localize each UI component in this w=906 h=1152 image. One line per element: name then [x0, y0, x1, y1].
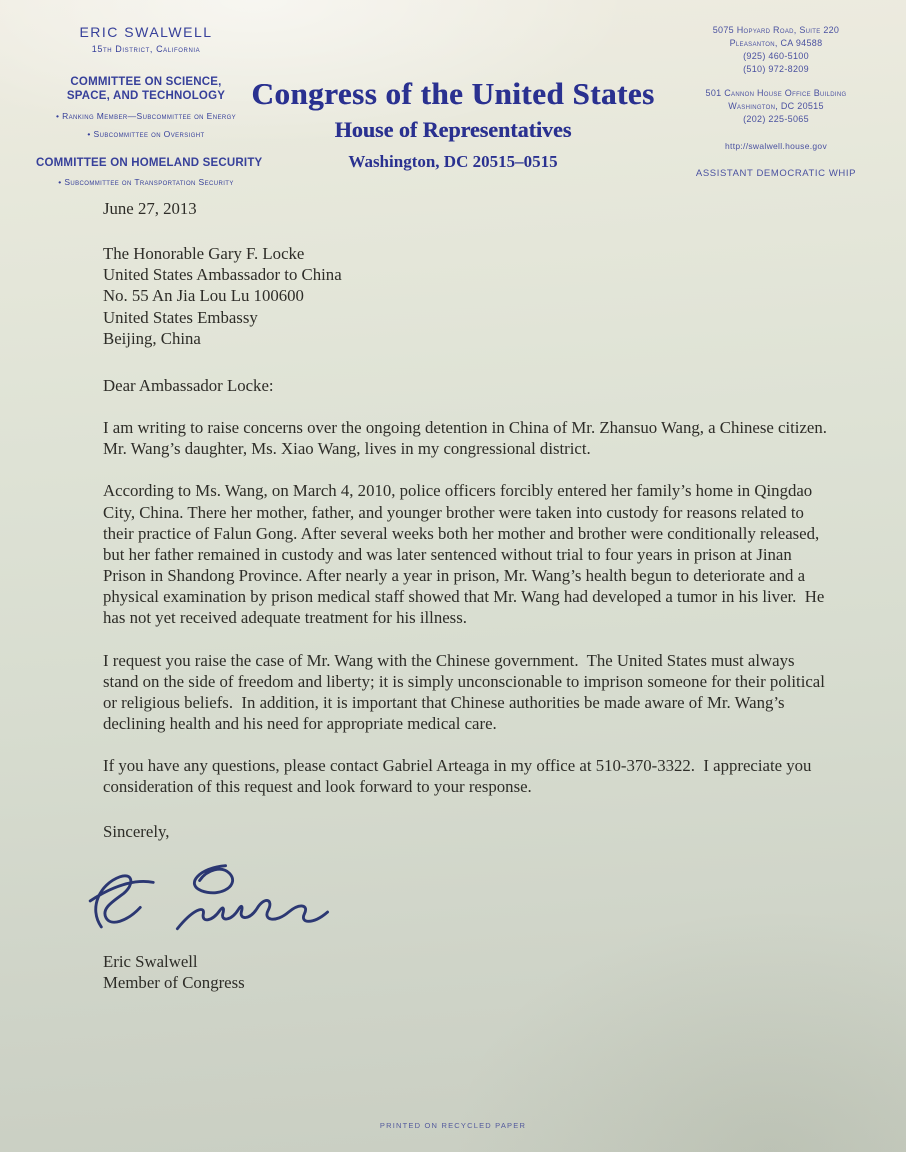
science-subcommittee-oversight: • Subcommittee on Oversight: [87, 129, 205, 140]
paragraph-1: I am writing to raise concerns over the ongoing detention in China of Mr. Zhansuo Wang, a Chinese citizen. Mr. Wang’s daughter, Ms. Xiao Wang, lives in my congressional district.: [103, 418, 836, 459]
signer-title: Member of Congress: [103, 972, 245, 992]
committee-homeland: COMMITTEE ON HOMELAND SECURITY: [36, 156, 263, 169]
homeland-subcommittee-transportation: • Subcommittee on Transportation Security: [58, 177, 234, 188]
letterhead-center: [251, 76, 654, 172]
recipient-line: No. 55 An Jia Lou Lu 100600: [103, 286, 304, 306]
dc-office-phone: (202) 225-5065: [743, 114, 809, 125]
district-office-phone: (510) 972-8209: [743, 64, 809, 75]
district-office-line: 5075 Hopyard Road, Suite 220: [712, 25, 840, 35]
letterhead-left: [36, 24, 263, 189]
paragraph-2: According to Ms. Wang, on March 4, 2010, police officers forcibly entered her family’s home in Qingdao City, China. There her mother, father, and younger brother were taken into custody for reasons related to their practice of Falun Gong. After several weeks both her mother and brother were conditionally released, but her father remained in custody and was later sentenced without trial to four years in prison at Jinan Prison in Shandong Province. After nearly a year in prison, Mr. Wang’s health begun to deteriorate and a physical examination by prison medical staff showed that Mr. Wang had developed a tumor in his liver. He has not yet received adequate treatment for his illness.: [103, 481, 829, 628]
dc-office-address: [660, 87, 892, 126]
member-name: ERIC SWALWELL: [79, 24, 213, 40]
closing: Sincerely,: [103, 822, 170, 842]
recipient-line: United States Embassy: [103, 307, 258, 327]
signature-script: [75, 849, 827, 951]
dc-office-line: Washington, DC 20515: [728, 101, 824, 112]
signature-ink-icon: [75, 849, 365, 951]
science-subcommittee-energy: • Ranking Member—Subcommittee on Energy: [55, 110, 237, 121]
committee-science: [36, 76, 256, 104]
recipient-line: The Honorable Gary F. Locke: [103, 244, 305, 264]
letter-date: June 27, 2013: [103, 199, 197, 218]
website-url: http://swalwell.house.gov: [725, 141, 827, 152]
letterhead-right: [660, 24, 892, 180]
paragraph-3: I request you raise the case of Mr. Wang with the Chinese government. The United States must always stand on the side of freedom and liberty; it is simply unconscionable to imprison someone for their political or religious beliefs. In addition, it is important that Chinese authorities be made aware of Mr. Wang’s declining health and his need for appropriate medical care.: [103, 650, 830, 733]
recipient-address: [103, 243, 827, 349]
paragraph-4: If you have any questions, please contact Gabriel Arteaga in my office at 510-370-3322. I appreciate you consideration of this request and look forward to your response.: [103, 756, 816, 797]
signer-name: Eric Swalwell: [103, 951, 198, 971]
committee-science-line1: COMMITTEE ON SCIENCE,: [70, 76, 222, 88]
district-office-phone: (925) 460-5100: [743, 51, 809, 62]
recipient-line: United States Ambassador to China: [103, 265, 342, 285]
member-district: 15th District, California: [91, 44, 201, 54]
house-title: House of Representatives: [334, 117, 572, 142]
recipient-line: Beijing, China: [103, 328, 201, 348]
dc-office-line: 501 Cannon House Office Building: [705, 88, 847, 99]
whip-title: ASSISTANT DEMOCRATIC WHIP: [695, 167, 857, 179]
congress-title: Congress of the United States: [251, 76, 655, 111]
district-office-line: Pleasanton, CA 94588: [729, 38, 823, 49]
district-office-address: [660, 24, 892, 76]
letter-body: [103, 198, 836, 993]
recycled-paper-notice: PRINTED ON RECYCLED PAPER: [379, 1121, 527, 1130]
salutation: Dear Ambassador Locke:: [103, 375, 274, 395]
washington-line: Washington, DC 20515–0515: [348, 152, 558, 171]
committee-science-line2: SPACE, AND TECHNOLOGY: [66, 89, 226, 102]
